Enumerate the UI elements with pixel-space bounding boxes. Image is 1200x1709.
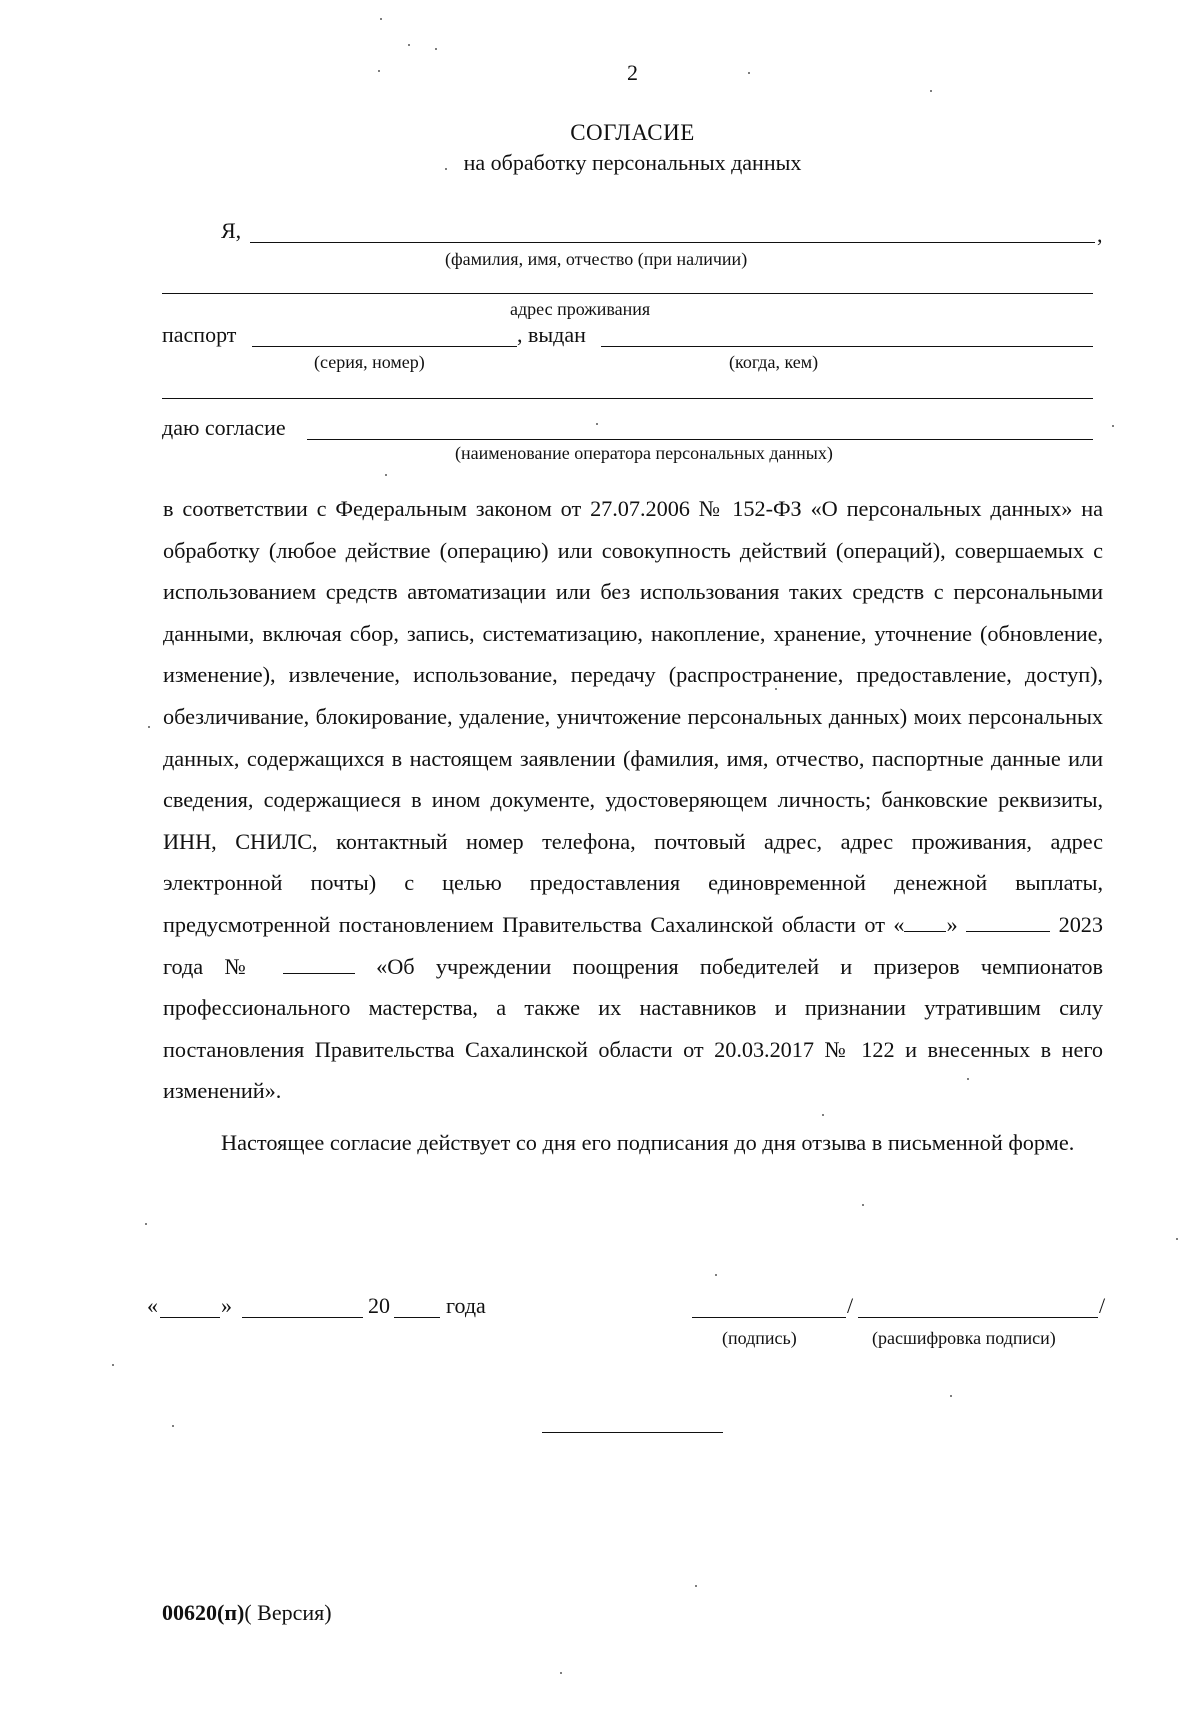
signature-decoding-field-line[interactable] [858, 1317, 1098, 1318]
body-text-part2: » [946, 911, 958, 937]
scan-speck [822, 1114, 824, 1116]
when-caption: (когда, кем) [729, 352, 819, 372]
decree-month-blank[interactable] [966, 909, 1050, 932]
footer-version: ( Версия) [244, 1600, 332, 1625]
scan-speck [930, 90, 932, 92]
consent-label: даю согласие [162, 415, 286, 440]
issued-label: , выдан [517, 322, 586, 347]
address-field-line[interactable] [162, 293, 1093, 294]
date-year-prefix: 20 [368, 1293, 390, 1318]
date-day-field-line[interactable] [160, 1317, 220, 1318]
date-quote-open: « [147, 1293, 158, 1318]
scan-speck [148, 726, 150, 728]
decree-number-blank[interactable] [283, 950, 355, 973]
document-subtitle: на обработку персональных данных [463, 150, 802, 175]
scan-speck [695, 1585, 697, 1587]
scan-speck [145, 1223, 147, 1225]
scan-speck [408, 44, 410, 46]
scan-speck [967, 1078, 969, 1080]
date-year-suffix: года [446, 1293, 486, 1318]
ya-comma: , [1097, 222, 1103, 247]
body-text-part4: «Об учреждении поощрения победителей и призеров чемпионатов профессионального мастерства, а также их наставников и признании утратившим силу постановления Правительства Сахалинской области от 20.03.2017 № 122 и внесенных в него изменений». [163, 953, 1103, 1104]
fio-field-line[interactable] [250, 242, 1095, 243]
passport-issued-field-line[interactable] [601, 346, 1093, 347]
closing-divider [542, 1432, 723, 1433]
scan-speck [748, 72, 750, 74]
date-quote-close: » [221, 1293, 232, 1318]
scan-speck [435, 48, 437, 50]
signature-caption: (подпись) [722, 1328, 797, 1348]
decree-day-blank[interactable] [904, 909, 946, 932]
signature-slash-2: / [1099, 1293, 1106, 1318]
scan-speck [172, 1425, 174, 1427]
scan-speck [380, 18, 382, 20]
operator-field-line[interactable] [307, 439, 1093, 440]
signature-field-line[interactable] [692, 1317, 846, 1318]
signature-decoding-caption: (расшифровка подписи) [872, 1328, 1056, 1348]
consent-body-paragraph [163, 488, 1103, 1112]
scan-speck [862, 1204, 864, 1206]
scan-speck [1112, 425, 1114, 427]
footer-document-code [162, 1600, 332, 1626]
scan-speck [385, 474, 387, 476]
date-year-field-line[interactable] [394, 1317, 440, 1318]
scan-speck [378, 70, 380, 72]
fio-caption: (фамилия, имя, отчество (при наличии) [445, 249, 748, 269]
date-month-field-line[interactable] [242, 1317, 363, 1318]
footer-code: 00620(п) [162, 1600, 245, 1625]
scan-speck [596, 423, 598, 425]
validity-paragraph: Настоящее согласие действует со дня его подписания до дня отзыва в письменной форме. [221, 1130, 1075, 1155]
scan-speck [560, 1672, 562, 1674]
signature-slash-1: / [847, 1293, 854, 1318]
operator-caption: (наименование оператора персональных данных) [455, 443, 833, 463]
body-text-part1: в соответствии с Федеральным законом от 27.07.2006 № 152-ФЗ «О персональных данных» на обработку (любое действие (операцию) или совокупность действий (операций), совершаемых с использованием средств автоматизации или без использования таких средств с персональными данными, включая сбор, запись, систематизацию, накопление, хранение, уточнение (обновление, изменение), извлечение, использование, передачу (распространение, предоставление, доступ), обезличивание, блокирование, удаление, уничтожение персональных данных) моих персональных данных, содержащихся в настоящем заявлении (фамилия, имя, отчество, паспортные данные или сведения, содержащиеся в ином документе, удостоверяющем личность; банковские реквизиты, ИНН, СНИЛС, контактный номер телефона, почтовый адрес, адрес проживания, адрес электронной почты) с целью предоставления единовременной денежной выплаты, предусмотренной постановлением Правительства Сахалинской области от « [163, 496, 1103, 937]
scan-speck [715, 1274, 717, 1276]
page-number: 2 [627, 60, 638, 85]
series-caption: (серия, номер) [314, 352, 425, 372]
address-caption: адрес проживания [510, 299, 651, 319]
ya-label: Я, [221, 218, 242, 243]
body-text-part3: 2023 года № [163, 911, 1103, 979]
passport-series-field-line[interactable] [252, 346, 517, 347]
scan-speck [112, 1364, 114, 1366]
passport-label: паспорт [162, 322, 237, 347]
scan-speck [775, 688, 777, 690]
passport-extra-field-line[interactable] [162, 398, 1093, 399]
scan-speck [1176, 1238, 1178, 1240]
scan-speck [445, 168, 447, 170]
scan-speck [950, 1395, 952, 1397]
document-title: СОГЛАСИЕ [570, 120, 695, 145]
